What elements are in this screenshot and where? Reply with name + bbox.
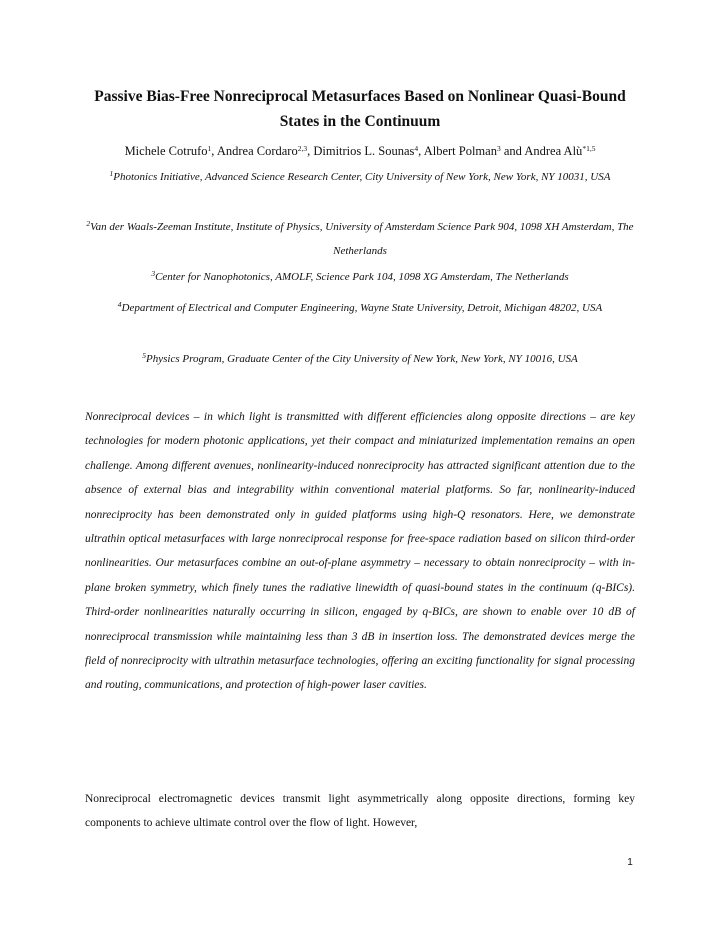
author: Andrea Cordaro$^{2,3}$,	[216, 143, 314, 158]
affiliation-4: $^4$Department of Electrical and Computer Engineering, Wayne State University, Detroit, Michigan 48202, USA	[117, 299, 603, 314]
affiliation-5: $^5$Physics Program, Graduate Center of the City University of New York, New York, NY 10016, USA	[142, 350, 578, 365]
author-list	[60, 142, 660, 160]
affiliation-2: $^2$Van der Waals-Zeeman Institute, Institute of Physics, University of Amsterdam Science Park 904, 1098 XH Amsterdam, The Netherlands	[86, 218, 634, 257]
affiliation-1: $^1$Photonics Initiative, Advanced Science Research Center, City University of New York, New York, NY 10031, USA	[109, 168, 611, 183]
affiliation-3: $^3$Center for Nanophotonics, AMOLF, Science Park 104, 1098 XG Amsterdam, The Netherlands	[151, 268, 569, 283]
author: Albert Polman$^3$ and	[423, 143, 525, 158]
page-number: 1	[627, 857, 633, 868]
body-paragraph: Nonreciprocal electromagnetic devices transmit light asymmetrically along opposite directions, forming key components to achieve ultimate control over the flow of light. However,	[85, 793, 635, 830]
abstract: Nonreciprocal devices – in which light is transmitted with different efficiencies along opposite directions – are key technologies for modern photonic applications, yet their compact and miniaturized implementation remains an open challenge. Among different avenues, nonlinearity-induced nonreciprocity has attracted significant attention due to the absence of external bias and integrability within conventional material platforms. So far, nonlinearity-induced nonreciprocity has been demonstrated only in guided platforms using high-Q resonators. Here, we demonstrate ultrathin optical metasurfaces with large nonreciprocal response for free-space radiation based on silicon third-order nonlinearities. Our metasurfaces combine an out-of-plane asymmetry – necessary to obtain nonreciprocity – with in-plane broken symmetry, which finely tunes the radiative linewidth of quasi-bound states in the continuum (q-BICs). Third-order nonlinearities naturally occurring in silicon, engaged by q-BICs, are shown to enable over 10 dB of nonreciprocal transmission while maintaining less than 3 dB in insertion loss. The demonstrated devices merge the field of nonreciprocity with ultrathin metasurface technologies, offering an exciting functionality for signal processing and routing, communications, and protection of high-power laser cavities.	[85, 411, 635, 692]
author: Dimitrios L. Sounas$^4$,	[313, 143, 424, 158]
author: Michele Cotrufo$^1$,	[124, 143, 217, 158]
author: Andrea Alù$^{*1,5}$	[524, 143, 596, 158]
paper-title: Passive Bias-Free Nonreciprocal Metasurfaces Based on Nonlinear Quasi-Bound States in the Continuum	[94, 88, 626, 130]
